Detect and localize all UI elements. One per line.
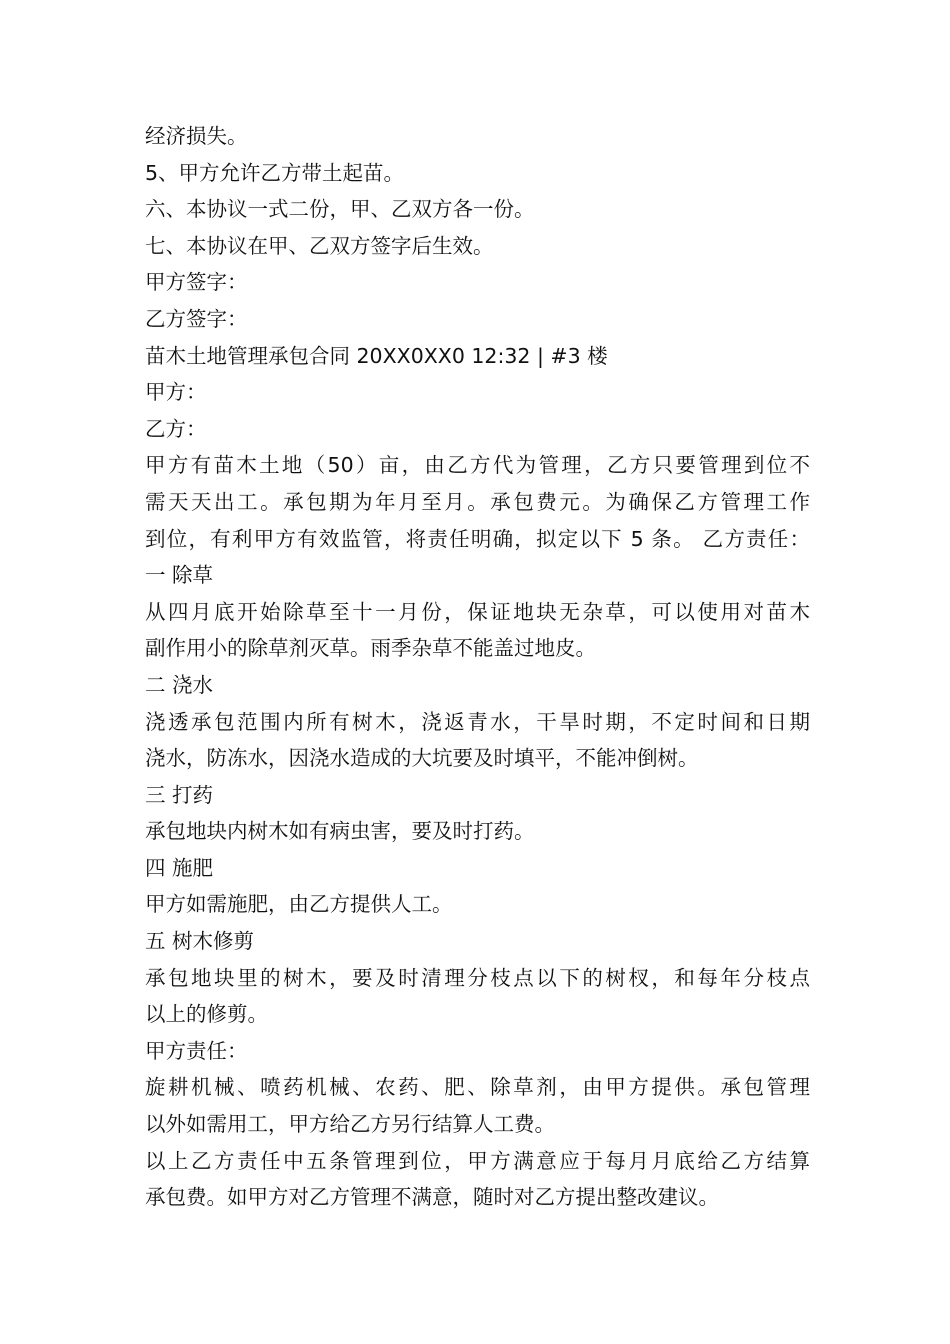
paragraph-line: 二 浇水 [145,672,214,697]
paragraph-line: 承包费。如甲方对乙方管理不满意，随时对乙方提出整改建议。 [145,1185,719,1210]
paragraph-line: 承包地块内树木如有病虫害，要及时打药。 [145,819,535,844]
document-body [145,118,810,1216]
paragraph-line: 从四月底开始除草至十一月份，保证地块无杂草，可以使用对苗木 [145,599,810,624]
paragraph-line: 甲方签字： [145,270,248,295]
paragraph-line: 以上的修剪。 [145,1002,268,1027]
paragraph-line: 七、本协议在甲、乙双方签字后生效。 [145,233,494,258]
paragraph-line: 需天天出工。承包期为年月至月。承包费元。为确保乙方管理工作 [145,489,810,514]
paragraph-line: 甲方责任： [145,1038,248,1063]
paragraph-line: 经济损失。 [145,124,248,148]
paragraph-line: 甲方有苗木土地（50）亩，由乙方代为管理，乙方只要管理到位不 [145,453,810,478]
paragraph-line: 以外如需用工，甲方给乙方另行结算人工费。 [145,1112,555,1137]
paragraph-line: 三 打药 [145,782,214,807]
paragraph-line: 旋耕机械、喷药机械、农药、肥、除草剂，由甲方提供。承包管理 [145,1075,810,1100]
paragraph-line: 甲方： [145,380,207,405]
paragraph-line: 四 施肥 [145,855,214,880]
paragraph-line: 浇透承包范围内所有树木，浇返青水，干旱时期，不定时间和日期 [145,709,810,734]
paragraph-line: 乙方： [145,416,207,441]
paragraph-line: 浇水，防冻水，因浇水造成的大坑要及时填平，不能冲倒树。 [145,746,699,771]
paragraph-line: 一 除草 [145,563,214,588]
paragraph-line: 乙方签字： [145,306,248,331]
paragraph-line: 承包地块里的树木，要及时清理分枝点以下的树杈，和每年分枝点 [145,965,810,990]
paragraph-line: 到位，有利甲方有效监管，将责任明确，拟定以下 5 条。 乙方责任： [145,526,810,551]
paragraph-line: 苗木土地管理承包合同 20XX0XX0 12:32 | #3 楼 [145,343,608,368]
paragraph-line: 六、本协议一式二份，甲、乙双方各一份。 [145,197,535,222]
paragraph-line: 甲方如需施肥，由乙方提供人工。 [145,892,453,917]
paragraph-line: 副作用小的除草剂灭草。雨季杂草不能盖过地皮。 [145,636,596,661]
paragraph-line: 五 树木修剪 [145,929,255,954]
paragraph-line: 以上乙方责任中五条管理到位，甲方满意应于每月月底给乙方结算 [145,1148,810,1173]
paragraph-line: 5、甲方允许乙方带土起苗。 [145,160,405,185]
